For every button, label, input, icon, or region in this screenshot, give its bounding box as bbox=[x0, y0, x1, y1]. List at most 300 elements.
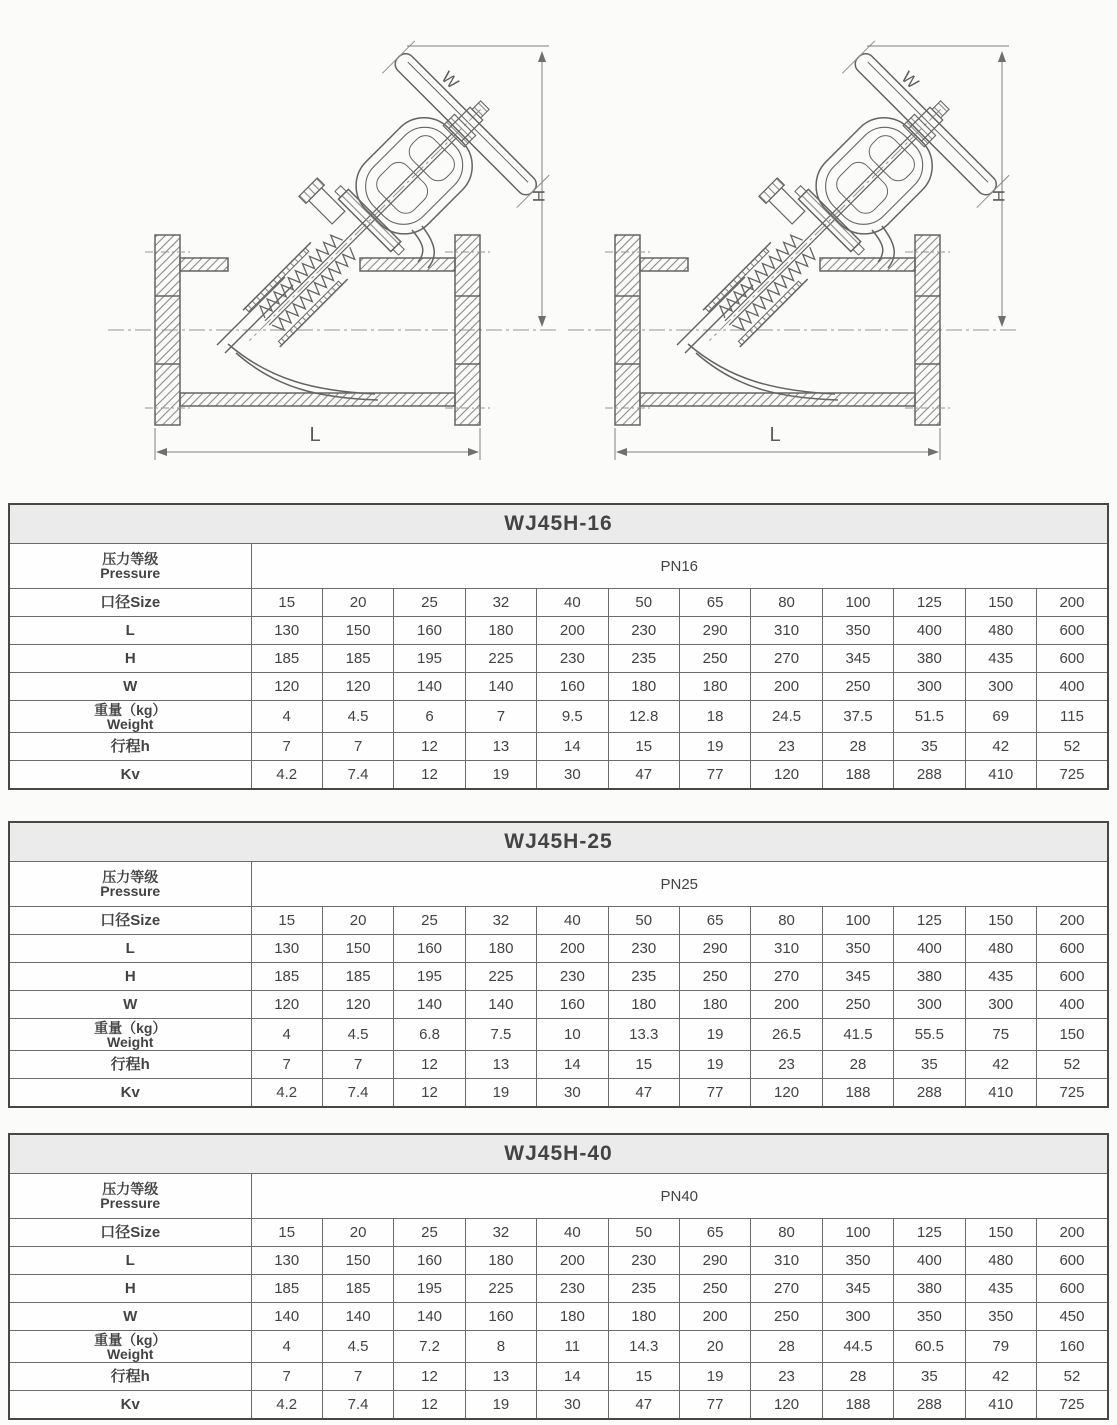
row-label bbox=[9, 1219, 251, 1247]
spec-cell: 28 bbox=[822, 733, 893, 761]
spec-cell: 160 bbox=[394, 1247, 465, 1275]
spec-cell: 42 bbox=[965, 733, 1036, 761]
table-wrap-WJ45H-25 bbox=[8, 821, 1109, 1108]
spec-cell: 23 bbox=[751, 1363, 822, 1391]
row-label-line: 口径Size bbox=[100, 1224, 161, 1241]
row-label-line: W bbox=[123, 678, 138, 695]
spec-cell: 250 bbox=[822, 991, 893, 1019]
spec-cell: 13 bbox=[465, 1051, 536, 1079]
row-label-line: 重量（kg） bbox=[94, 701, 167, 718]
spec-cell: 60.5 bbox=[894, 1331, 965, 1363]
spec-cell: 188 bbox=[822, 1391, 893, 1420]
spec-cell: 50 bbox=[608, 589, 679, 617]
spec-cell: 188 bbox=[822, 761, 893, 790]
row-label bbox=[9, 1019, 251, 1051]
pressure-label-en: Pressure bbox=[100, 565, 161, 581]
spec-row bbox=[9, 1331, 1108, 1363]
spec-cell: 140 bbox=[394, 673, 465, 701]
spec-cell: 195 bbox=[394, 963, 465, 991]
row-label-line: 行程h bbox=[110, 1368, 150, 1385]
spec-cell: 410 bbox=[965, 1391, 1036, 1420]
spec-cell: 19 bbox=[679, 1051, 750, 1079]
spec-cell: 7.4 bbox=[322, 1391, 393, 1420]
spec-cell: 7 bbox=[322, 733, 393, 761]
spec-cell: 13 bbox=[465, 1363, 536, 1391]
dim-label-l: L bbox=[309, 424, 321, 446]
spec-cell: 125 bbox=[894, 907, 965, 935]
spec-row bbox=[9, 617, 1108, 645]
row-label-line: H bbox=[124, 968, 136, 985]
spec-cell: 120 bbox=[322, 991, 393, 1019]
spec-cell: 185 bbox=[251, 1275, 322, 1303]
spec-cell: 130 bbox=[251, 617, 322, 645]
row-label bbox=[9, 733, 251, 761]
spec-cell: 115 bbox=[1036, 701, 1108, 733]
spec-row bbox=[9, 1275, 1108, 1303]
spec-cell: 19 bbox=[679, 1363, 750, 1391]
spec-cell: 30 bbox=[537, 1391, 608, 1420]
pressure-value: PN40 bbox=[251, 1174, 1108, 1219]
spec-cell: 185 bbox=[322, 645, 393, 673]
row-label bbox=[9, 1331, 251, 1363]
spec-cell: 345 bbox=[822, 963, 893, 991]
spec-cell: 50 bbox=[608, 907, 679, 935]
row-label bbox=[9, 1275, 251, 1303]
spec-cell: 288 bbox=[894, 1079, 965, 1108]
spec-cell: 290 bbox=[679, 617, 750, 645]
valve-section-drawing-right bbox=[520, 0, 1020, 470]
row-label bbox=[9, 1079, 251, 1108]
spec-cell: 12 bbox=[394, 1051, 465, 1079]
spec-cell: 4 bbox=[251, 1331, 322, 1363]
spec-cell: 65 bbox=[679, 907, 750, 935]
spec-cell: 120 bbox=[751, 761, 822, 790]
spec-cell: 125 bbox=[894, 1219, 965, 1247]
spec-cell: 270 bbox=[751, 1275, 822, 1303]
spec-cell: 200 bbox=[751, 991, 822, 1019]
spec-cell: 15 bbox=[251, 907, 322, 935]
row-label-line: 重量（kg） bbox=[94, 1019, 167, 1036]
spec-cell: 19 bbox=[465, 1391, 536, 1420]
spec-cell: 600 bbox=[1036, 1275, 1108, 1303]
spec-cell: 24.5 bbox=[751, 701, 822, 733]
spec-cell: 150 bbox=[322, 1247, 393, 1275]
spec-cell: 7 bbox=[251, 1363, 322, 1391]
spec-cell: 725 bbox=[1036, 1391, 1108, 1420]
spec-cell: 435 bbox=[965, 963, 1036, 991]
spec-cell: 180 bbox=[465, 935, 536, 963]
valve-cross-section bbox=[520, 0, 1020, 470]
spec-cell: 125 bbox=[894, 589, 965, 617]
spec-cell: 25 bbox=[394, 907, 465, 935]
spec-cell: 200 bbox=[537, 935, 608, 963]
spec-cell: 120 bbox=[322, 673, 393, 701]
spec-cell: 180 bbox=[465, 1247, 536, 1275]
spec-cell: 400 bbox=[894, 617, 965, 645]
spec-cell: 230 bbox=[608, 1247, 679, 1275]
table-wrap-WJ45H-40 bbox=[8, 1133, 1109, 1420]
spec-row bbox=[9, 1247, 1108, 1275]
spec-cell: 23 bbox=[751, 1051, 822, 1079]
spec-cell: 300 bbox=[965, 673, 1036, 701]
spec-cell: 185 bbox=[251, 645, 322, 673]
dim-label-w: W bbox=[437, 67, 463, 93]
spec-row bbox=[9, 1303, 1108, 1331]
pressure-label-en: Pressure bbox=[100, 1195, 161, 1211]
row-label bbox=[9, 1247, 251, 1275]
spec-cell: 26.5 bbox=[751, 1019, 822, 1051]
spec-cell: 19 bbox=[465, 761, 536, 790]
spec-cell: 13 bbox=[465, 733, 536, 761]
spec-cell: 450 bbox=[1036, 1303, 1108, 1331]
spec-cell: 4.5 bbox=[322, 1331, 393, 1363]
spec-cell: 7.2 bbox=[394, 1331, 465, 1363]
spec-cell: 12 bbox=[394, 1363, 465, 1391]
spec-cell: 6 bbox=[394, 701, 465, 733]
spec-cell: 75 bbox=[965, 1019, 1036, 1051]
spec-cell: 180 bbox=[465, 617, 536, 645]
spec-cell: 18 bbox=[679, 701, 750, 733]
spec-cell: 79 bbox=[965, 1331, 1036, 1363]
spec-cell: 35 bbox=[894, 1363, 965, 1391]
spec-cell: 300 bbox=[822, 1303, 893, 1331]
spec-cell: 65 bbox=[679, 1219, 750, 1247]
row-label bbox=[9, 617, 251, 645]
spec-cell: 30 bbox=[537, 761, 608, 790]
spec-cell: 35 bbox=[894, 733, 965, 761]
spec-cell: 28 bbox=[822, 1363, 893, 1391]
spec-cell: 120 bbox=[251, 673, 322, 701]
spec-cell: 200 bbox=[679, 1303, 750, 1331]
spec-cell: 20 bbox=[322, 589, 393, 617]
spec-cell: 42 bbox=[965, 1363, 1036, 1391]
spec-cell: 50 bbox=[608, 1219, 679, 1247]
spec-cell: 4 bbox=[251, 1019, 322, 1051]
row-label-line: L bbox=[125, 1252, 135, 1269]
spec-cell: 150 bbox=[965, 1219, 1036, 1247]
spec-cell: 10 bbox=[537, 1019, 608, 1051]
spec-cell: 150 bbox=[965, 907, 1036, 935]
spec-cell: 250 bbox=[679, 963, 750, 991]
pressure-label-zh: 压力等级 bbox=[102, 551, 159, 567]
dim-label-h: H bbox=[989, 189, 1008, 203]
spec-cell: 235 bbox=[608, 963, 679, 991]
spec-cell: 120 bbox=[751, 1391, 822, 1420]
row-label bbox=[9, 1363, 251, 1391]
spec-cell: 7 bbox=[251, 1051, 322, 1079]
spec-row bbox=[9, 1079, 1108, 1108]
spec-cell: 480 bbox=[965, 935, 1036, 963]
pressure-label bbox=[9, 544, 251, 589]
spec-cell: 7 bbox=[251, 733, 322, 761]
spec-row bbox=[9, 645, 1108, 673]
spec-row bbox=[9, 1363, 1108, 1391]
spec-cell: 15 bbox=[608, 1051, 679, 1079]
spec-cell: 51.5 bbox=[894, 701, 965, 733]
row-label bbox=[9, 701, 251, 733]
spec-cell: 41.5 bbox=[822, 1019, 893, 1051]
spec-cell: 37.5 bbox=[822, 701, 893, 733]
spec-cell: 230 bbox=[537, 1275, 608, 1303]
spec-cell: 160 bbox=[465, 1303, 536, 1331]
spec-cell: 230 bbox=[537, 963, 608, 991]
spec-cell: 47 bbox=[608, 1079, 679, 1108]
spec-cell: 400 bbox=[1036, 991, 1108, 1019]
spec-cell: 12 bbox=[394, 733, 465, 761]
spec-cell: 380 bbox=[894, 1275, 965, 1303]
row-label bbox=[9, 907, 251, 935]
pressure-label-en: Pressure bbox=[100, 883, 161, 899]
spec-cell: 65 bbox=[679, 589, 750, 617]
spec-cell: 52 bbox=[1036, 733, 1108, 761]
spec-row bbox=[9, 963, 1108, 991]
spec-cell: 400 bbox=[894, 935, 965, 963]
spec-cell: 290 bbox=[679, 935, 750, 963]
spec-cell: 23 bbox=[751, 733, 822, 761]
spec-cell: 15 bbox=[608, 733, 679, 761]
spec-cell: 200 bbox=[1036, 589, 1108, 617]
spec-cell: 185 bbox=[322, 963, 393, 991]
spec-cell: 435 bbox=[965, 1275, 1036, 1303]
dim-label-h: H bbox=[529, 189, 548, 203]
spec-row bbox=[9, 761, 1108, 790]
spec-cell: 350 bbox=[894, 1303, 965, 1331]
spec-cell: 77 bbox=[679, 1079, 750, 1108]
spec-cell: 350 bbox=[822, 617, 893, 645]
spec-cell: 140 bbox=[394, 1303, 465, 1331]
spec-cell: 4.5 bbox=[322, 701, 393, 733]
spec-row bbox=[9, 701, 1108, 733]
spec-cell: 77 bbox=[679, 761, 750, 790]
spec-cell: 400 bbox=[1036, 673, 1108, 701]
spec-cell: 345 bbox=[822, 1275, 893, 1303]
spec-cell: 55.5 bbox=[894, 1019, 965, 1051]
spec-cell: 7 bbox=[322, 1051, 393, 1079]
spec-cell: 100 bbox=[822, 907, 893, 935]
spec-row bbox=[9, 907, 1108, 935]
spec-cell: 14 bbox=[537, 1051, 608, 1079]
row-label bbox=[9, 589, 251, 617]
pressure-label-zh: 压力等级 bbox=[102, 1181, 159, 1197]
valve-section-drawing-left bbox=[60, 0, 560, 470]
spec-cell: 120 bbox=[251, 991, 322, 1019]
spec-cell: 47 bbox=[608, 761, 679, 790]
valve-cross-section bbox=[60, 0, 560, 470]
spec-cell: 160 bbox=[1036, 1331, 1108, 1363]
row-label-line: Weight bbox=[107, 715, 154, 732]
spec-cell: 300 bbox=[965, 991, 1036, 1019]
spec-cell: 130 bbox=[251, 1247, 322, 1275]
spec-cell: 160 bbox=[537, 991, 608, 1019]
row-label-line: L bbox=[125, 940, 135, 957]
spec-cell: 230 bbox=[608, 935, 679, 963]
spec-cell: 230 bbox=[608, 617, 679, 645]
pressure-row bbox=[9, 1174, 1108, 1219]
spec-cell: 7.5 bbox=[465, 1019, 536, 1051]
spec-cell: 225 bbox=[465, 1275, 536, 1303]
spec-cell: 600 bbox=[1036, 935, 1108, 963]
spec-cell: 9.5 bbox=[537, 701, 608, 733]
table-title-row bbox=[9, 822, 1108, 862]
spec-row bbox=[9, 733, 1108, 761]
spec-cell: 8 bbox=[465, 1331, 536, 1363]
spec-cell: 7.4 bbox=[322, 761, 393, 790]
spec-cell: 180 bbox=[608, 991, 679, 1019]
row-label-line: Kv bbox=[120, 1084, 140, 1101]
spec-cell: 725 bbox=[1036, 761, 1108, 790]
row-label-line: 行程h bbox=[110, 738, 150, 755]
spec-cell: 4.2 bbox=[251, 1079, 322, 1108]
spec-row bbox=[9, 1391, 1108, 1420]
spec-cell: 230 bbox=[537, 645, 608, 673]
spec-cell: 130 bbox=[251, 935, 322, 963]
spec-cell: 40 bbox=[537, 1219, 608, 1247]
spec-cell: 140 bbox=[394, 991, 465, 1019]
spec-cell: 180 bbox=[608, 673, 679, 701]
spec-cell: 52 bbox=[1036, 1363, 1108, 1391]
spec-cell: 80 bbox=[751, 907, 822, 935]
spec-cell: 200 bbox=[537, 617, 608, 645]
spec-cell: 12 bbox=[394, 761, 465, 790]
spec-cell: 19 bbox=[679, 733, 750, 761]
spec-cell: 100 bbox=[822, 589, 893, 617]
spec-cell: 288 bbox=[894, 1391, 965, 1420]
spec-cell: 80 bbox=[751, 1219, 822, 1247]
spec-cell: 310 bbox=[751, 617, 822, 645]
spec-cell: 350 bbox=[822, 1247, 893, 1275]
spec-cell: 160 bbox=[394, 617, 465, 645]
pressure-value: PN16 bbox=[251, 544, 1108, 589]
table-title-row bbox=[9, 504, 1108, 544]
spec-cell: 400 bbox=[894, 1247, 965, 1275]
spec-cell: 180 bbox=[537, 1303, 608, 1331]
spec-cell: 77 bbox=[679, 1391, 750, 1420]
spec-cell: 12 bbox=[394, 1391, 465, 1420]
row-label bbox=[9, 673, 251, 701]
spec-cell: 180 bbox=[679, 673, 750, 701]
spec-cell: 300 bbox=[894, 673, 965, 701]
spec-cell: 195 bbox=[394, 645, 465, 673]
row-label bbox=[9, 963, 251, 991]
spec-cell: 200 bbox=[751, 673, 822, 701]
spec-cell: 14.3 bbox=[608, 1331, 679, 1363]
spec-cell: 250 bbox=[679, 1275, 750, 1303]
spec-cell: 188 bbox=[822, 1079, 893, 1108]
spec-cell: 40 bbox=[537, 907, 608, 935]
spec-cell: 19 bbox=[679, 1019, 750, 1051]
pressure-value: PN25 bbox=[251, 862, 1108, 907]
row-label bbox=[9, 991, 251, 1019]
spec-cell: 28 bbox=[822, 1051, 893, 1079]
spec-row bbox=[9, 589, 1108, 617]
spec-row bbox=[9, 991, 1108, 1019]
spec-cell: 250 bbox=[822, 673, 893, 701]
spec-cell: 225 bbox=[465, 963, 536, 991]
table-wrap-WJ45H-16 bbox=[8, 503, 1109, 790]
row-label-line: Kv bbox=[120, 1396, 140, 1413]
spec-cell: 600 bbox=[1036, 617, 1108, 645]
spec-cell: 480 bbox=[965, 1247, 1036, 1275]
row-label bbox=[9, 645, 251, 673]
spec-cell: 15 bbox=[608, 1363, 679, 1391]
row-label-line: W bbox=[123, 1308, 138, 1325]
spec-cell: 288 bbox=[894, 761, 965, 790]
spec-cell: 69 bbox=[965, 701, 1036, 733]
row-label-line: Weight bbox=[107, 1345, 154, 1362]
spec-cell: 19 bbox=[465, 1079, 536, 1108]
spec-cell: 100 bbox=[822, 1219, 893, 1247]
spec-row bbox=[9, 673, 1108, 701]
spec-cell: 410 bbox=[965, 1079, 1036, 1108]
spec-cell: 4 bbox=[251, 701, 322, 733]
spec-table bbox=[8, 503, 1109, 790]
spec-cell: 380 bbox=[894, 963, 965, 991]
spec-cell: 47 bbox=[608, 1391, 679, 1420]
pressure-row bbox=[9, 862, 1108, 907]
spec-cell: 25 bbox=[394, 1219, 465, 1247]
spec-cell: 350 bbox=[822, 935, 893, 963]
spec-cell: 195 bbox=[394, 1275, 465, 1303]
spec-cell: 140 bbox=[251, 1303, 322, 1331]
row-label-line: H bbox=[124, 1280, 136, 1297]
spec-cell: 32 bbox=[465, 1219, 536, 1247]
spec-cell: 44.5 bbox=[822, 1331, 893, 1363]
table-title-row bbox=[9, 1134, 1108, 1174]
spec-cell: 25 bbox=[394, 589, 465, 617]
spec-cell: 52 bbox=[1036, 1051, 1108, 1079]
spec-cell: 28 bbox=[751, 1331, 822, 1363]
spec-cell: 6.8 bbox=[394, 1019, 465, 1051]
spec-cell: 200 bbox=[1036, 907, 1108, 935]
spec-table bbox=[8, 821, 1109, 1108]
spec-cell: 200 bbox=[1036, 1219, 1108, 1247]
spec-cell: 300 bbox=[894, 991, 965, 1019]
row-label-line: 口径Size bbox=[100, 594, 161, 611]
pressure-row bbox=[9, 544, 1108, 589]
dim-label-l: L bbox=[769, 424, 781, 446]
spec-cell: 310 bbox=[751, 935, 822, 963]
spec-cell: 40 bbox=[537, 589, 608, 617]
spec-cell: 150 bbox=[322, 935, 393, 963]
spec-cell: 30 bbox=[537, 1079, 608, 1108]
spec-cell: 14 bbox=[537, 1363, 608, 1391]
spec-cell: 310 bbox=[751, 1247, 822, 1275]
spec-row bbox=[9, 1019, 1108, 1051]
spec-cell: 180 bbox=[679, 991, 750, 1019]
spec-cell: 80 bbox=[751, 589, 822, 617]
spec-cell: 270 bbox=[751, 645, 822, 673]
pressure-label bbox=[9, 1174, 251, 1219]
row-label-line: 行程h bbox=[110, 1056, 150, 1073]
spec-cell: 160 bbox=[394, 935, 465, 963]
row-label-line: W bbox=[123, 996, 138, 1013]
spec-cell: 225 bbox=[465, 645, 536, 673]
spec-cell: 150 bbox=[322, 617, 393, 645]
spec-cell: 7.4 bbox=[322, 1079, 393, 1108]
spec-cell: 140 bbox=[465, 673, 536, 701]
spec-cell: 4.2 bbox=[251, 1391, 322, 1420]
pressure-label bbox=[9, 862, 251, 907]
spec-cell: 42 bbox=[965, 1051, 1036, 1079]
spec-table bbox=[8, 1133, 1109, 1420]
spec-cell: 600 bbox=[1036, 645, 1108, 673]
spec-cell: 200 bbox=[537, 1247, 608, 1275]
dim-label-w: W bbox=[897, 67, 923, 93]
table-title: WJ45H-16 bbox=[9, 504, 1108, 544]
spec-cell: 290 bbox=[679, 1247, 750, 1275]
spec-cell: 235 bbox=[608, 1275, 679, 1303]
spec-cell: 345 bbox=[822, 645, 893, 673]
